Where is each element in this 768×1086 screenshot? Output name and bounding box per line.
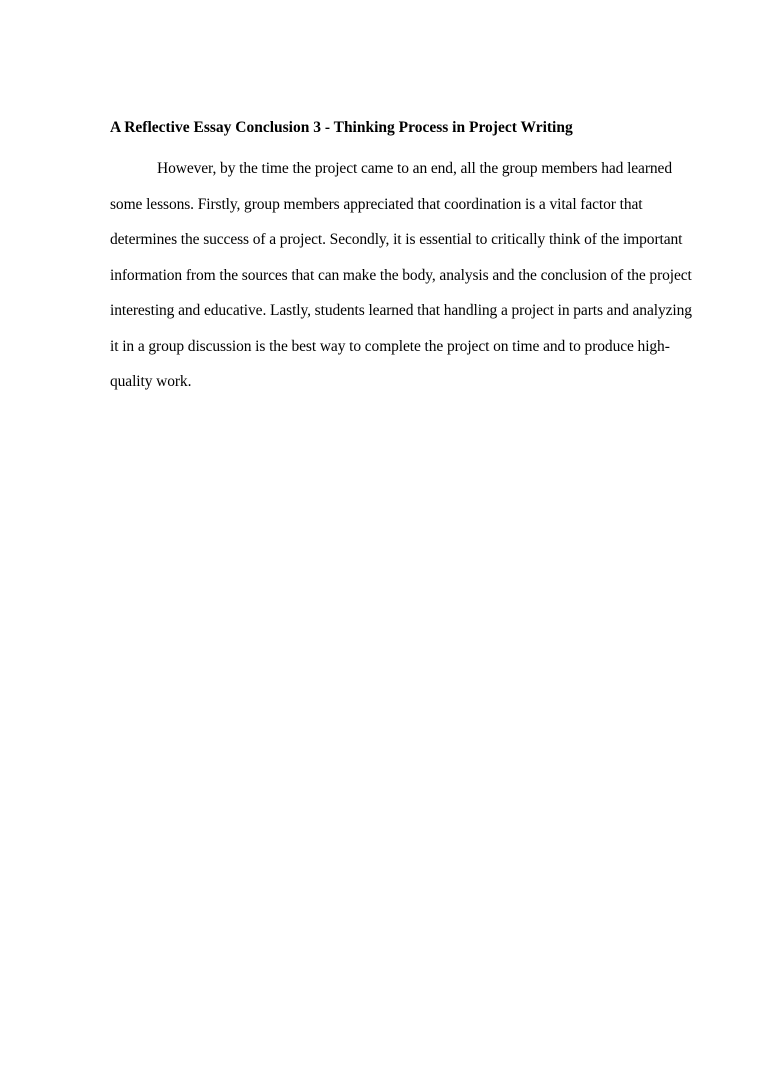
paragraph-line: However, by the time the project came to an end, all the group members had learned [157,160,672,177]
paragraph-line: some lessons. Firstly, group members appreciated that coordination is a vital factor that [110,195,643,213]
paragraph-line: information from the sources that can make the body, analysis and the conclusion of the project [110,266,692,284]
paragraph-line: quality work. [110,373,192,390]
document-content [110,118,710,400]
paragraph-line: it in a group discussion is the best way to complete the project on time and to produce high- [110,337,670,355]
paragraph-line: determines the success of a project. Secondly, it is essential to critically think of the important [110,231,683,248]
paragraph-line: interesting and educative. Lastly, students learned that handling a project in parts and analyzing [110,302,692,319]
document-heading: A Reflective Essay Conclusion 3 - Thinking Process in Project Writing [110,119,573,136]
essay-paragraph [110,151,710,400]
